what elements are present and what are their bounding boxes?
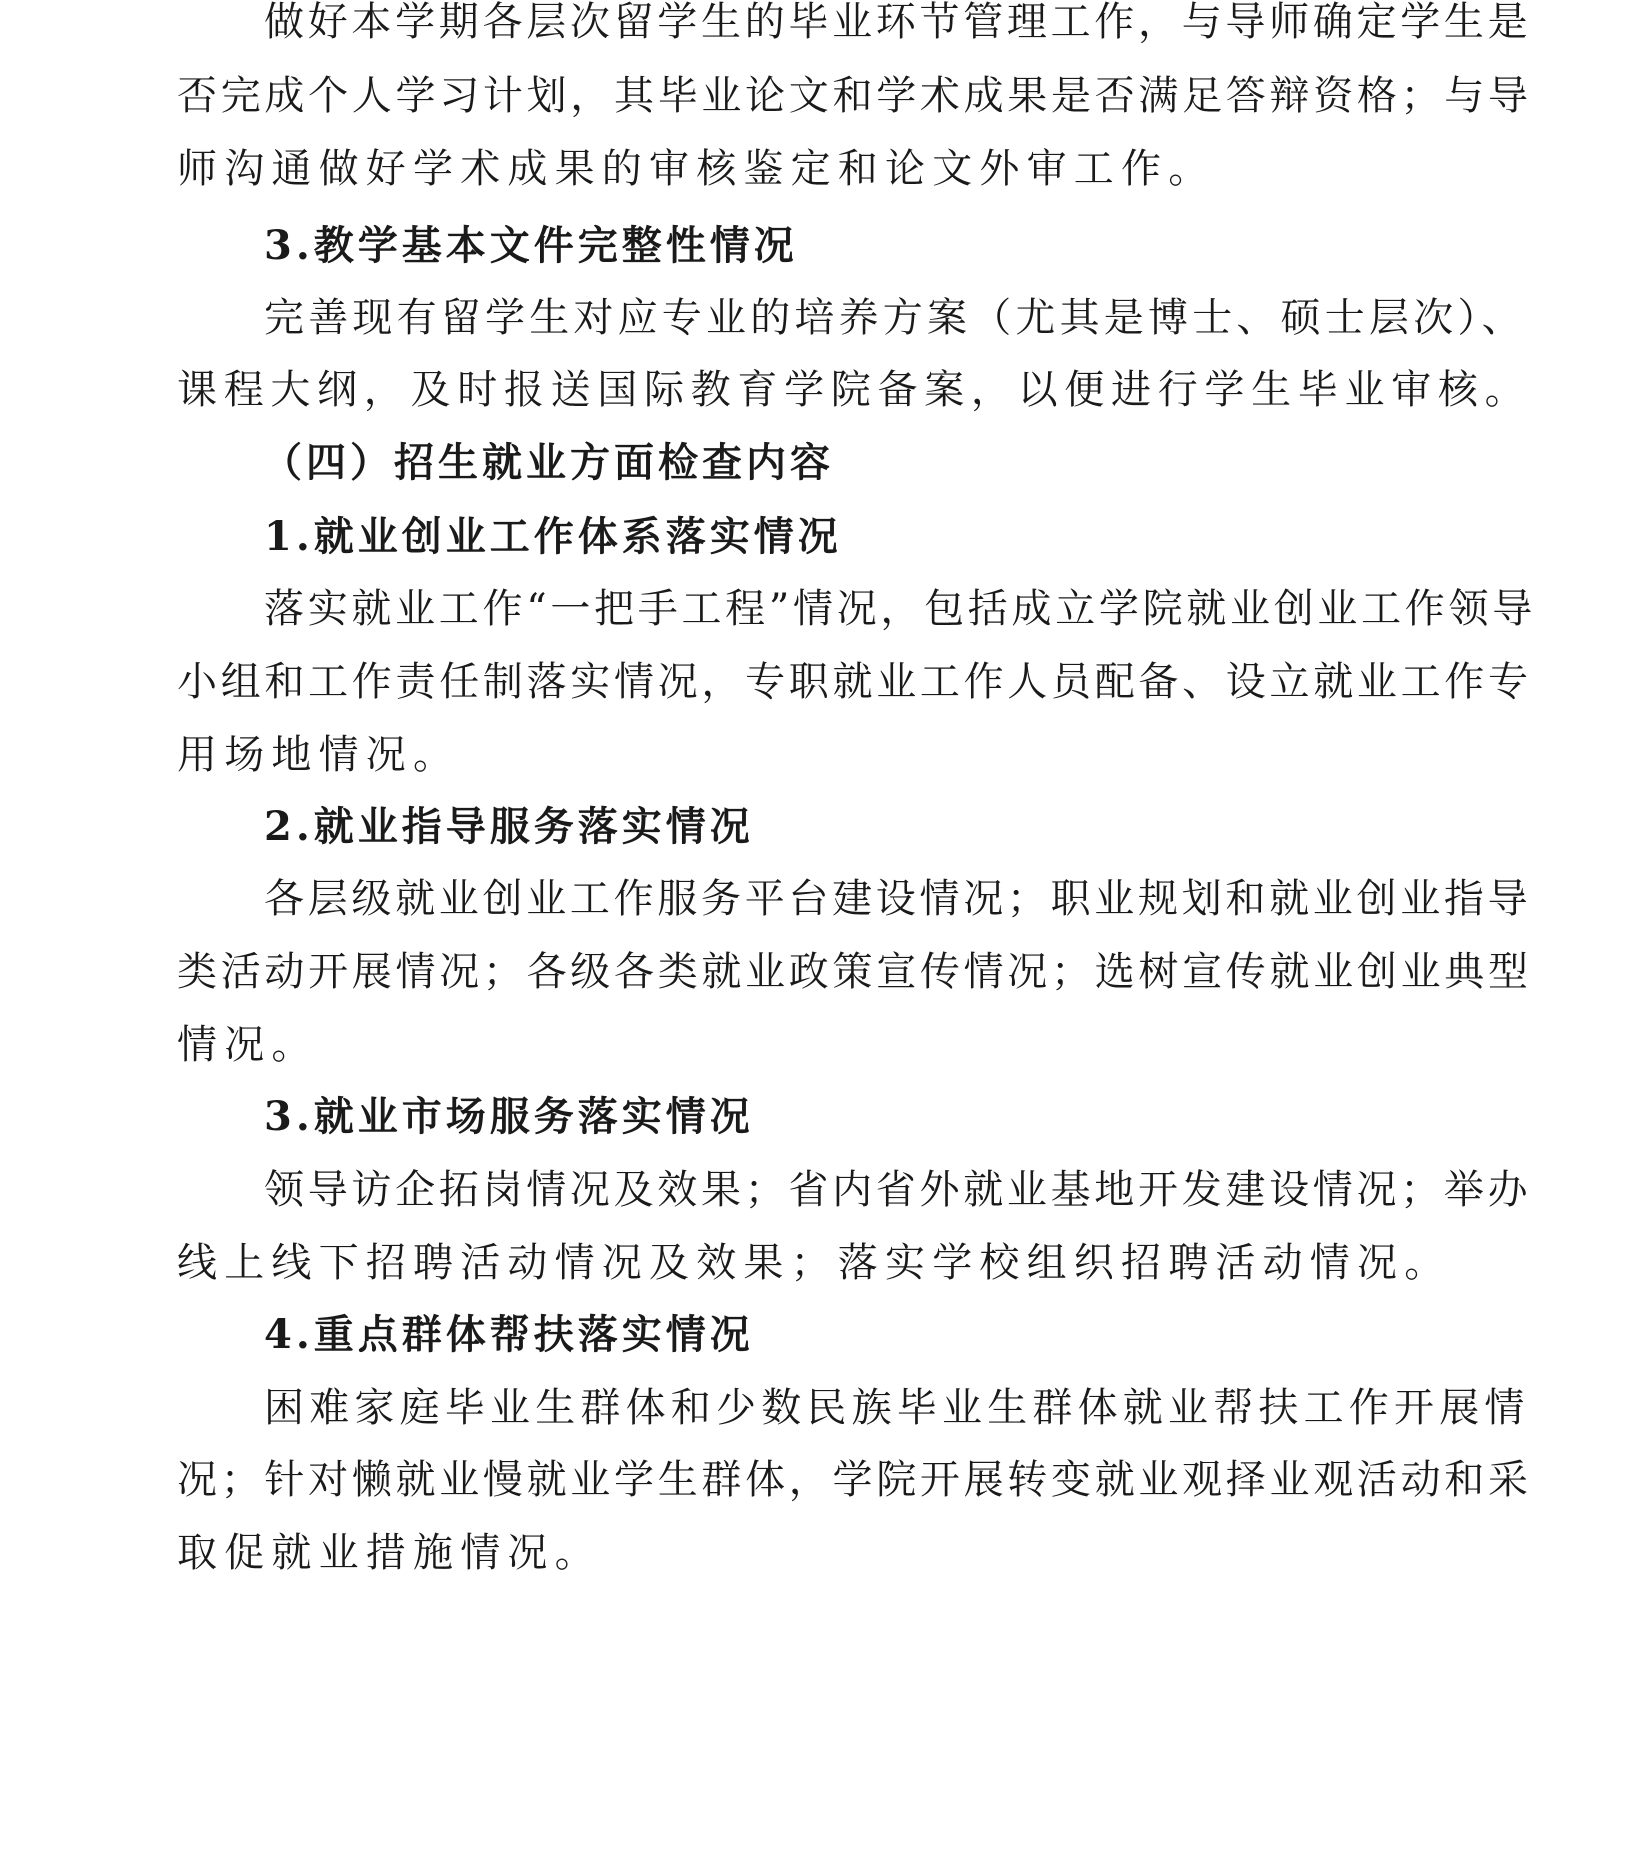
body-text-line: 师沟通做好学术成果的审核鉴定和论文外审工作。 xyxy=(177,146,1216,192)
body-text-line: 课程大纲，及时报送国际教育学院备案，以便进行学生毕业审核。 xyxy=(177,367,1532,413)
body-text-line: 完善现有留学生对应专业的培养方案（尤其是博士、硕士层次）、 xyxy=(264,295,1526,341)
body-text-line: 类活动开展情况；各级各类就业政策宣传情况；选树宣传就业创业典型 xyxy=(177,949,1532,995)
body-text-line: 情况。 xyxy=(177,1022,319,1068)
body-text-line: 领导访企拓岗情况及效果；省内省外就业基地开发建设情况；举办 xyxy=(264,1167,1532,1213)
body-text-line: 小组和工作责任制落实情况，专职就业工作人员配备、设立就业工作专 xyxy=(177,659,1532,705)
body-text-line: 况；针对懒就业慢就业学生群体，学院开展转变就业观择业观活动和采 xyxy=(177,1457,1532,1503)
body-text-line: 做好本学期各层次留学生的毕业环节管理工作，与导师确定学生是 xyxy=(264,0,1532,45)
body-text-line: 困难家庭毕业生群体和少数民族毕业生群体就业帮扶工作开展情 xyxy=(264,1385,1530,1431)
body-text-line: 用场地情况。 xyxy=(177,732,461,778)
section-heading: 2.就业指导服务落实情况 xyxy=(264,803,754,850)
body-text-line: 否完成个人学习计划，其毕业论文和学术成果是否满足答辩资格；与导 xyxy=(177,73,1532,119)
section-heading: 3.教学基本文件完整性情况 xyxy=(264,222,798,269)
chapter-heading: （四）招生就业方面检查内容 xyxy=(262,439,834,486)
body-text-line: 各层级就业创业工作服务平台建设情况；职业规划和就业创业指导 xyxy=(264,876,1532,922)
section-heading: 1.就业创业工作体系落实情况 xyxy=(264,513,842,560)
body-text-line: 落实就业工作“一把手工程”情况，包括成立学院就业创业工作领导 xyxy=(264,586,1536,632)
body-text-line: 取促就业措施情况。 xyxy=(177,1530,602,1576)
section-heading: 4.重点群体帮扶落实情况 xyxy=(264,1311,754,1358)
body-text-line: 线上线下招聘活动情况及效果；落实学校组织招聘活动情况。 xyxy=(177,1240,1452,1286)
section-heading: 3.就业市场服务落实情况 xyxy=(264,1093,754,1140)
